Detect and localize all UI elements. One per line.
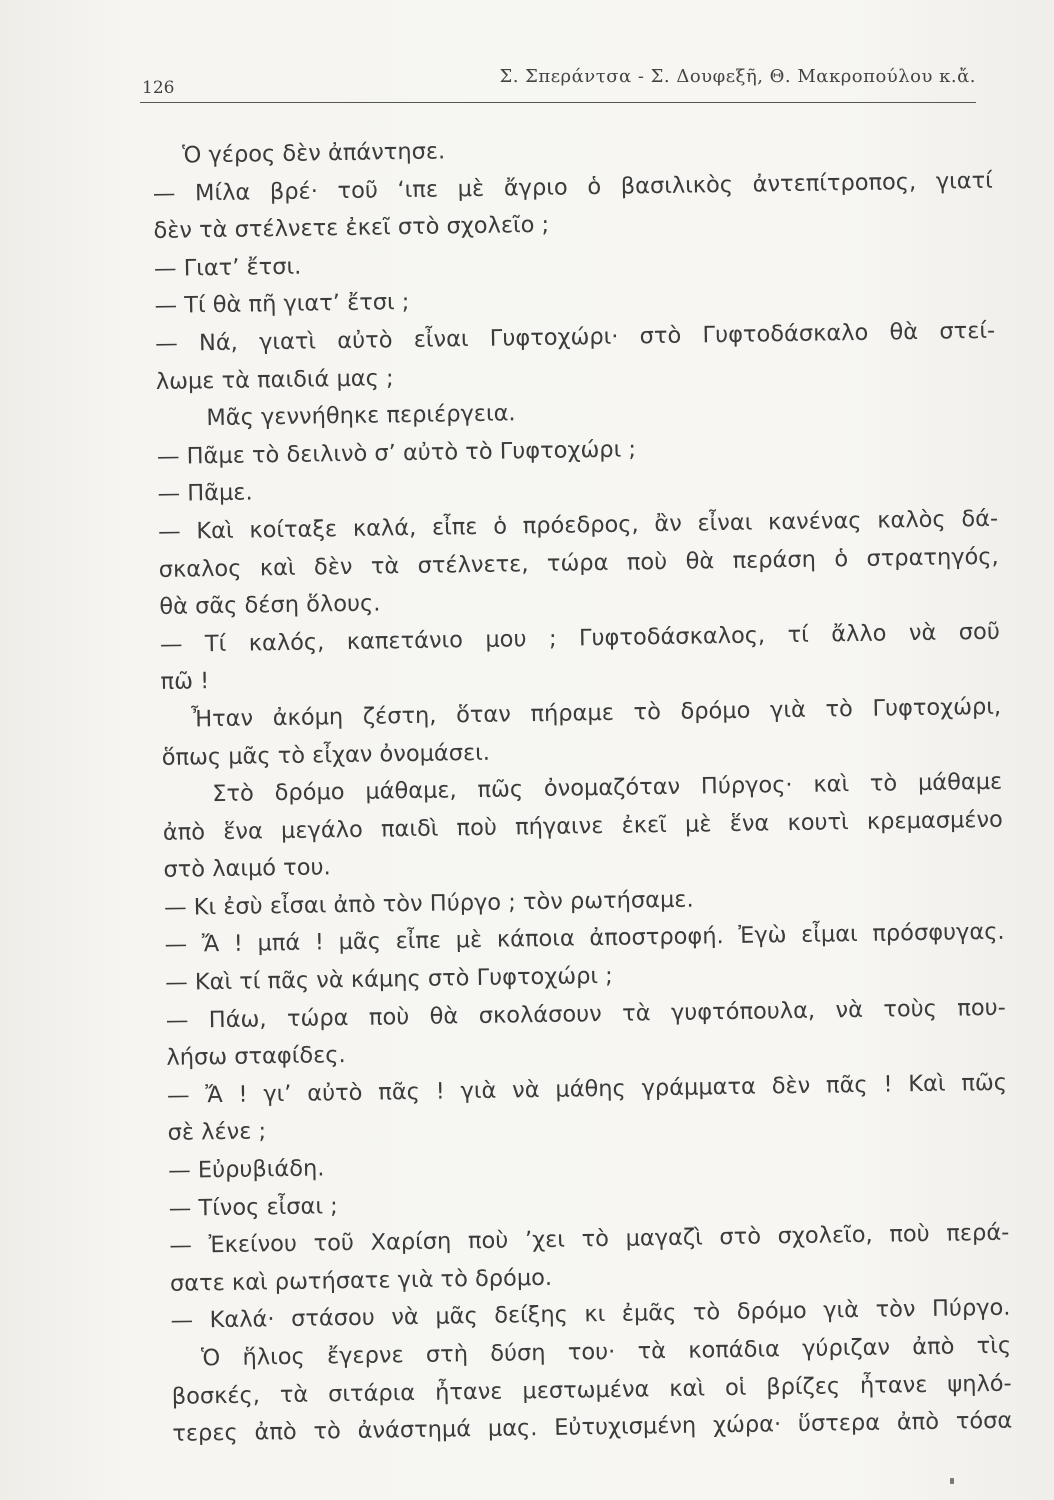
body-text bbox=[152, 125, 1013, 1454]
text-line: λήσω σταφίδες. bbox=[166, 1042, 346, 1072]
paper-speck bbox=[950, 1478, 954, 1484]
text-line: σὲ λένε ; bbox=[167, 1118, 267, 1147]
text-line: Στὸ δρόμο μάθαμε, πῶς ὀνομαζόταν Πύργος· καὶ τὸ μάθαμε bbox=[212, 768, 1003, 808]
text-line: Ὁ ἥλιος ἔγερνε στὴ δύση του· τὰ κοπάδια γύριζαν ἀπὸ τὶς bbox=[200, 1332, 1012, 1372]
text-line: βοσκές, τὰ σιτάρια ἦτανε μεστωμένα καὶ οἱ βρίζες ἦτανε ψηλό- bbox=[171, 1370, 1012, 1410]
text-line: θὰ σᾶς δέση ὅλους. bbox=[159, 590, 381, 621]
running-head: Σ. Σπεράντσα - Σ. Δουφεξῆ, Θ. Μακροπούλου κ.ἄ. bbox=[499, 66, 976, 87]
text-line: — Γιατ’ ἔτσι. bbox=[153, 253, 302, 282]
page-number: 126 bbox=[142, 78, 175, 98]
text-line: Ὁ γέρος δὲν ἀπάντησε. bbox=[182, 138, 446, 169]
text-line: — Πᾶμε. bbox=[157, 479, 253, 508]
text-line: Μᾶς γεννήθηκε περιέργεια. bbox=[206, 400, 516, 432]
text-line: στὸ λαιμό του. bbox=[163, 854, 331, 884]
text-line: ὅπως μᾶς τὸ εἶχαν ὀνομάσει. bbox=[161, 739, 491, 771]
text-line: Ἦταν ἀκόμη ζέστη, ὅταν πήραμε τὸ δρόμο γιὰ τὸ Γυφτοχώρι, bbox=[190, 693, 1002, 733]
text-line: — Πᾶμε τὸ δειλινὸ σ’ αὐτὸ τὸ Γυφτοχώρι ; bbox=[156, 436, 637, 470]
text-line: — Τίνος εἶσαι ; bbox=[168, 1192, 338, 1222]
text-line: — Καλά· στάσου νὰ μᾶς δείξης κι ἐμᾶς τὸ δρόμο γιὰ τὸν Πύργο. bbox=[170, 1295, 1011, 1335]
text-line: — Μίλα βρέ· τοῦ ‘ιπε μὲ ἄγριο ὁ βασιλικὸς ἀντεπίτροπος, γιατί bbox=[152, 167, 993, 207]
text-line: δὲν τὰ στέλνετε ἐκεῖ στὸ σχολεῖο ; bbox=[153, 211, 550, 245]
text-line: — Τί καλός, καπετάνιο μου ; Γυφτοδάσκαλος, τί ἄλλο νὰ σοῦ bbox=[159, 618, 1001, 658]
text-line: — Τί θὰ πῆ γιατ’ ἔτσι ; bbox=[154, 289, 410, 320]
text-line: — Κι ἐσὺ εἶσαι ἀπὸ τὸν Πύργο ; τὸν ρωτήσαμε. bbox=[163, 886, 694, 921]
text-line: λωμε τὰ παιδιά μας ; bbox=[155, 364, 394, 395]
text-line: — Ἄ ! μπά ! μᾶς εἶπε μὲ κάποια ἀποστροφή. Ἐγὼ εἶμαι πρόσφυγας. bbox=[164, 919, 1005, 959]
text-line: πῶ ! bbox=[160, 668, 210, 696]
text-line: ἀπὸ ἕνα μεγάλο παιδὶ ποὺ πήγαινε ἐκεῖ μὲ ἕνα κουτὶ κρεμασμένο bbox=[162, 806, 1004, 846]
page-header bbox=[140, 60, 976, 103]
text-line: — Καὶ τί πᾶς νὰ κάμης στὸ Γυφτοχώρι ; bbox=[165, 962, 613, 996]
text-line: — Πάω, τώρα ποὺ θὰ σκολάσουν τὰ γυφτόπουλα, νὰ τοὺς που- bbox=[165, 994, 1006, 1034]
text-line: τερες ἀπὸ τὸ ἀνάστημά μας. Εὐτυχισμένη χώρα· ὕστερα ἀπὸ τόσα bbox=[172, 1407, 1013, 1448]
text-line: — Νά, γιατὶ αὐτὸ εἶναι Γυφτοχώρι· στὸ Γυφτοδάσκαλο θὰ στεί- bbox=[155, 317, 996, 357]
text-line: — Εὐρυβιάδη. bbox=[168, 1155, 325, 1184]
text-line: — Ἄ ! γι’ αὐτὸ πᾶς ! γιὰ νὰ μάθης γράμματα δὲν πᾶς ! Καὶ πῶς bbox=[166, 1069, 1008, 1109]
text-line: — Καὶ κοίταξε καλά, εἶπε ὁ πρόεδρος, ἂν εἶναι κανένας καλὸς δά- bbox=[157, 505, 999, 545]
text-line: σκαλος καὶ δὲν τὰ στέλνετε, τώρα ποὺ θὰ περάση ὁ στρατηγός, bbox=[158, 543, 999, 583]
text-line: — Ἐκείνου τοῦ Χαρίση ποὺ ’χει τὸ μαγαζὶ στὸ σχολεῖο, ποὺ περά- bbox=[169, 1219, 1010, 1260]
text-line: σατε καὶ ρωτήσατε γιὰ τὸ δρόμο. bbox=[169, 1264, 553, 1297]
